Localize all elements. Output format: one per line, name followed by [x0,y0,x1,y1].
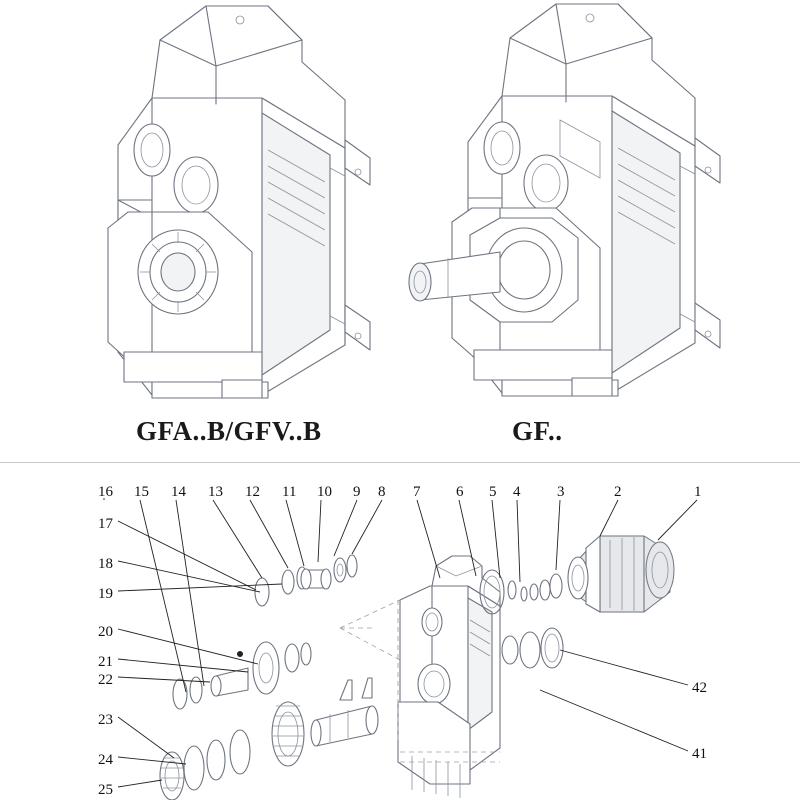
callout-number-41: 41 [692,746,707,762]
callout-number-6: 6 [456,484,464,500]
callout-number-16: 16 [98,484,113,500]
section-divider [0,462,800,463]
callout-number-23: 23 [98,712,113,728]
callout-number-18: 18 [98,556,113,572]
callout-number-14: 14 [171,484,186,500]
exploded-assembly-drawing [104,498,697,800]
callout-number-13: 13 [208,484,223,500]
callout-number-17: 17 [98,516,113,532]
callout-number-24: 24 [98,752,113,768]
callout-number-22: 22 [98,672,113,688]
caption-left: GFA..B/GFV..B [136,416,322,446]
caption-right: GF.. [512,416,563,446]
callout-number-11: 11 [282,484,297,500]
callout-number-20: 20 [98,624,113,640]
gearbox-right-isometric-drawing [409,4,720,396]
callout-number-1: 1 [694,484,702,500]
gearbox-left-isometric-drawing [108,6,370,398]
callout-number-19: 19 [98,586,113,602]
callout-number-9: 9 [353,484,361,500]
callout-number-3: 3 [557,484,565,500]
callout-number-2: 2 [614,484,622,500]
callout-number-4: 4 [513,484,521,500]
callout-number-12: 12 [245,484,260,500]
callout-number-5: 5 [489,484,497,500]
callout-number-21: 21 [98,654,113,670]
callout-number-10: 10 [317,484,332,500]
callout-number-42: 42 [692,680,707,696]
callout-number-7: 7 [413,484,421,500]
callout-number-25: 25 [98,782,113,798]
callout-number-15: 15 [134,484,149,500]
callout-number-8: 8 [378,484,386,500]
